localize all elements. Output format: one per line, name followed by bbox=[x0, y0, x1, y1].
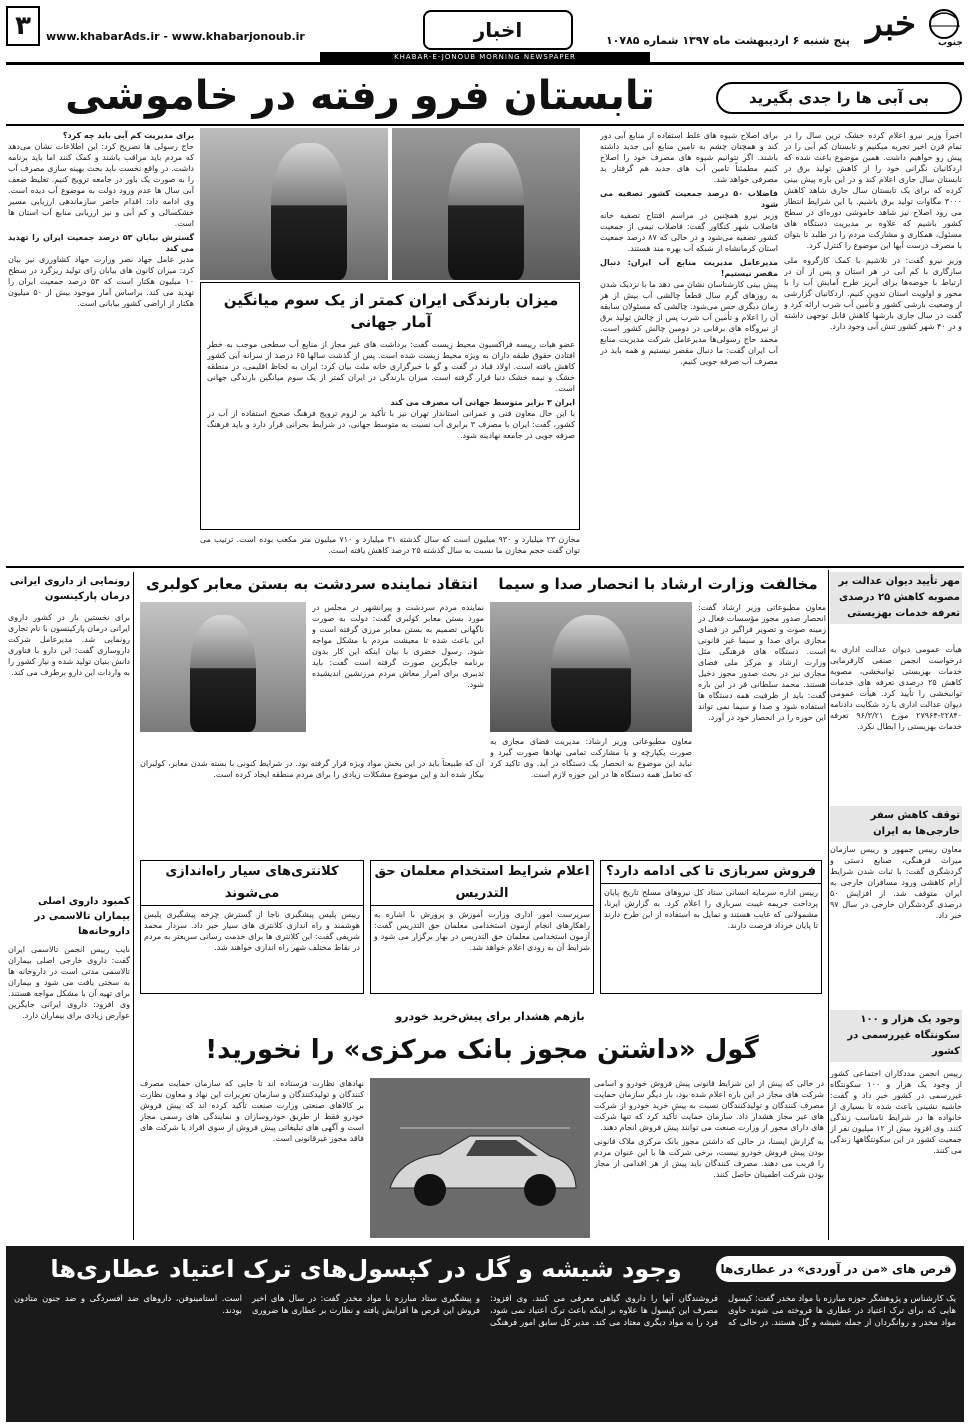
inset-story-box bbox=[200, 282, 580, 530]
box-military-text: رییس اداره سرمایه انسانی ستاد کل نیروهای مسلح تاریخ پایان پرداخت جریمه غیبت سربازی را اعلام کرد. به گزارش ایرنا، مشمولانی که غایب هستند و تمایل به استفاده از این طرح دارند تا پایان خرداد فرصت دارند. bbox=[604, 888, 818, 930]
minister-photo bbox=[392, 128, 580, 280]
official-photo bbox=[200, 128, 388, 280]
car-kicker: بازهم هشدار برای پیش‌خرید خودرو bbox=[395, 1010, 585, 1023]
main-col2-sub1: فاضلاب ۵۰ درصد جمعیت کشور تصفیه می شود bbox=[600, 189, 778, 209]
main-headline-row bbox=[0, 68, 970, 124]
ershad-deputy-photo bbox=[490, 602, 692, 732]
box-teachers-text: سرپرست امور اداری وزارت آموزش و پرورش با اشاره به راهکارهای انجام آزمون استخدامی معلمان حق التدریس گفت: آزمون استخدامی معلمان حق التدریس در بهار برگزار می شود و شرایط آن به زودی اعلام خواهد شد. bbox=[374, 910, 590, 952]
car-photo bbox=[370, 1078, 590, 1238]
story-sardasht bbox=[140, 572, 484, 834]
logo-subtitle: جنوب bbox=[938, 38, 963, 48]
thalassemia-title: کمبود داروی اصلی بیماران تالاسمی در داروخانه‌ها bbox=[34, 896, 130, 937]
box-teachers-headline: اعلام شرایط استخدام معلمان حق التدریس bbox=[371, 861, 593, 906]
main-col2-text-b: وزیر نیرو همچنین در مراسم افتتاح تصفیه خانه فاضلاب شهر کنگاور گفت: فاضلاب نیمی از جمعیت کشور تصفیه می‌شود و در حالی که ۸۷ درصد جمعیت استان کرمانشاه از شبکه آب بهره مند هستند. bbox=[600, 211, 778, 253]
news-sidebar bbox=[828, 570, 964, 1240]
masthead-rule bbox=[6, 62, 964, 65]
car-text3: نهادهای نظارت فرستاده اند تا جایی که سازمان حمایت مصرف کنندگان و تولیدکنندگان و سازمان تعزیرات این نهاد و معاون نظارت بر کالاهای صنعتی وزارت صنعت تأکید کرده اند که پیش فروش خودرو فقط از طریق خودروسازان و نمایندگی های رسمی مجاز است و آگهی های تبلیغاتی پیش فروش از سوی افراد یا شرکت های فاقد مجوز غیرقانونی است. bbox=[140, 1079, 364, 1143]
right-col-text: حاج رسولی ها تصریح کرد: این اطلاعات نشان می‌دهد که مردم باید مراقب باشند و کمک کنند اما باید برنامه داشت. در واقع نخست باید بحث بهینه سازی مصرف آب را به صورت یک باور در جامعه ترویج کنیم. تغلیظ ضعف آبی سال ها عدم ورود دولت به موضوع آب دیده است. وی ادامه داد: اقدام حاضر سازماندهی ارزیابی مسیر خشکسالی و کم آبی و نیز ارزیابی منابع آب استان ها است. bbox=[8, 142, 194, 228]
right-col-sub: برای مدیریت کم آبی باید چه کرد؟ bbox=[62, 131, 194, 140]
inset-body bbox=[207, 339, 575, 525]
car-text1-p1: در حالی که پیش از این شرایط قانونی پیش فروش خودرو و اسامی شرکت های مجاز در این باره اعلام شده بود، بار دیگر سازمان حمایت مصرف کنندگان و تولیدکنندگان نسبت به پیش خرید خودرو از شرکت های غیر مجاز هشدار داد. سازمان حمایت تأکید کرد که تنها شرکت های دارای مجوز از وزارت صنعت می توانند پیش فروش انجام دهند. bbox=[594, 1079, 824, 1132]
story-ershad-text: معاون مطبوعاتی وزیر ارشاد گفت: انحصار صدور مجوز مؤسسات فعال در زمینه صوت و تصویر فراگیر در فضای مجازی برای صدا و سیما غیر قانونی است. دستگاه های فرهنگی مثل وزارت ارشاد و مرکز ملی فضای مجازی نیز در بحث صدور مجوز دخیل هستند. محمد سلطانی فر در این باره گفت: باید از ظرفیت همه دستگاه ها استفاده شود و صدا و سیما نمی تواند این حوزه را در انحصار خود در آورد. bbox=[698, 603, 826, 722]
story-sardasht-text: نماینده مردم سردشت و پیرانشهر در مجلس در مورد بستن معابر کولبری گفت: دولت به صورت ناگهانی تصمیم به بستن معابر مرزی گرفته است و این باعث شده تا معیشت مردم با مشکل مواجه شود. رسول خضری با بیان اینکه این کار بدون برنامه جایگزین صورت گرفته است گفت: باید تدبیری برای امرار معاش مردم مرزنشین اندیشیده شود. bbox=[312, 603, 484, 689]
box-police-headline: کلانتری‌های سیار راه‌اندازی می‌شوند bbox=[141, 861, 363, 906]
inset-text2: با این حال معاون فنی و عمرانی استاندار تهران نیز با تأکید بر لزوم ترویج فرهنگ صحیح استفاده از آب در کشور، گفت: ایران با مصرف ۳ برابری آب نسبت به متوسط جهانی، در شرایط بحرانی قرار دارد و باید فرهنگ صرفه جویی در جامعه نهادینه شود. bbox=[207, 409, 575, 440]
main-story-col1 bbox=[784, 130, 962, 560]
box-mobile-police bbox=[140, 860, 364, 994]
story-sardasht-headline: انتقاد نماینده سردشت به بستن معابر کولبری bbox=[146, 575, 478, 593]
main-headline: تابستان فرو رفته در خاموشی bbox=[65, 73, 655, 119]
logo-text: خبر bbox=[866, 4, 917, 44]
main-col1-text-b: وزیر نیرو گفت: در تلاشیم با کمک کارگروه ملی سازگاری با کم آبی در هر استان و پس از آن در ارتباط با حوضه‌ها برای آبریز طرح آمایش آب را با محور و اولویت استان تدوین کنیم. اردکانیان گزارشی از وضعیت بارشی کشور و تأمین آب شرب ارائه کرد و گفت در سال جاری بارشها کاهش قابل توجهی داشته و در ۴۰ شهر کشور تنش آبی وجود دارد. bbox=[784, 256, 962, 331]
bottom-kicker: قرص های «من در آوردی» در عطاری‌ها bbox=[720, 1262, 952, 1276]
sidebar-item2-text: معاون رییس جمهور و رییس سازمان میراث فرهنگی، صنایع دستی و گردشگری گفت: با ثبات شدن شرایط آرام کاهشی ورود مسافران خارجی به ایران متوقف شد. از افزایش ۵۰ درصدی گردشگران خارجی در سال ۹۷ خبر داد. bbox=[830, 845, 962, 920]
section-title: اخبار bbox=[473, 18, 523, 42]
sidebar-item1-text: هیأت عمومی دیوان عدالت اداری به درخواست انجمن صنفی کارفرمایی خدمات بهزیستی توانبخشی، مصوبه کاهش ۲۵ درصدی تعرفه های خدمات توانبخشی را تأیید کرد. هیأت عمومی دیوان عدالت اداری با رد شکایت دادنامه ۲۲۸۴۰-۲۷۹۶۴ مورخ ۹۶/۳/۲۱ تعرفه خدمات بهزیستی را ابطال نکرد. bbox=[830, 645, 962, 731]
box-military-service bbox=[600, 860, 822, 994]
parkinson-text: برای نخستین بار در کشور داروی ایرانی درمان پارکینسون با نام تجاری رونمایی شد. مدیرعامل شرکت داروسازی گفت: این دارو با فناوری دانش بنیان تولید شده و نیاز کشور را به واردات این دارو برطرف می کند. bbox=[8, 613, 130, 677]
bottom-text: یک کارشناس و پژوهشگر حوزه مبارزه با مواد مخدر گفت: کپسول هایی که برای ترک اعتیاد در عطاری ها فروخته می شوند حاوی مواد مخدر و روانگردان از جمله شیشه و گل هستند. در حالی که فروشندگان آنها را داروی گیاهی معرفی می کنند. وی افزود: مصرف این کپسول ها علاوه بر اینکه باعث ترک اعتیاد نمی شود، فرد را به مواد دیگری معتاد می کند. مدیر کل سابق امور فرهنگی و پیشگیری ستاد مبارزه با مواد مخدر گفت: در سال های اخیر فروش این قرص ها افزایش یافته و نظارت بر عطاری ها ضروری است. استامینوفن، داروهای ضد افسردگی و ضد جنون متادون بودند. bbox=[14, 1293, 956, 1327]
parkinson-title: رونمایی از داروی ایرانی درمان پارکینسون bbox=[9, 576, 130, 602]
date-line: پنج شنبه ۶ اردیبهشت ماه ۱۳۹۷ شماره ۱۰۷۸۵ bbox=[605, 34, 850, 47]
inset-footer-text: مخازن ۲۳ میلیارد و ۹۳۰ میلیون است که سال گذشته ۳۱ میلیارد و ۷۱۰ میلیون متر مکعب بوده است. ترتیب می توان گفت حجم مخازن ما نسبت به سال گذشته ۲۵ درصد کاهش یافته است. bbox=[200, 535, 580, 555]
bottom-kicker-box bbox=[716, 1256, 956, 1282]
main-col2-text-c: پیش بینی کارشناسان نشان می دهد ما با نزدیک شدن به روزهای گرم سال قطعاً چالشی آب بیش از هر زمان دیگری حس می‌شود. چالشی که مسئولان سابقه آن را اعلام و تأمین آب شرب پس از چالش تولید برق از نیروگاه های برقابی در دومین چالش کشور است. محمد حاج رسولی‌ها مدیرعامل شرکت مدیریت منابع آب ایران گفت: ما دنبال مقصر نیستیم و همه باید در مصرف آب صرفه جویی کنیم. bbox=[600, 280, 778, 366]
logo bbox=[860, 2, 964, 52]
right-col-text2: مدیر عامل جهاد نصر وزارت جهاد کشاورزی نیز بیان کرد: میزان کانون های بیابان زای تولید ریزگرد در سطح ۱۰ میلیون هکتار است که ۵۳ درصد جمعیت ایران را تهدید می کند. براساس آمار موجود بیش از ۵۰ میلیون هکتار از اراضی کشور بیابانی است. bbox=[8, 255, 194, 308]
box-teachers bbox=[370, 860, 594, 994]
sidebar-item2-title: توقف کاهش سفر خارجی‌ها به ایران bbox=[830, 806, 962, 842]
main-story-col2 bbox=[600, 130, 778, 560]
inset-headline: میزان بارندگی ایران کمتر از یک سوم میانگین آمار جهانی bbox=[223, 291, 559, 331]
bottom-headline: وجود شیشه و گل در کپسول‌های ترک اعتیاد عطاری‌ها bbox=[50, 1255, 682, 1283]
headline-rule bbox=[6, 124, 964, 126]
websites: www.khabarAds.ir - www.khabarjonoub.ir bbox=[46, 30, 305, 43]
car-text1-p2: به گزارش ایسنا، در حالی که داشتن مجوز بانک مرکزی ملاک قانونی بودن پیش فروش خودرو نیست، برخی شرکت ها با این عنوان مردم را فریب می دهند. مصرف کنندگان باید پیش از هر اقدامی از مجاز بودن شرکت اطمینان حاصل کنند. bbox=[594, 1137, 824, 1179]
main-kicker-box bbox=[716, 82, 962, 114]
sardasht-mp-photo bbox=[140, 602, 306, 732]
section-rule-1 bbox=[6, 566, 964, 568]
story-ershad-headline: مخالفت وزارت ارشاد با انحصار صدا و سیما bbox=[498, 575, 818, 593]
story-ershad-text2: معاون مطبوعاتی وزیر ارشاد: مدیریت فضای مجازی به صورت یکپارچه و با مشارکت تمامی نهادها صورت گیرد و نباید این موضوع به انحصار یک دستگاه در آید. وی تاکید کرد که تعامل همه دستگاه ها در این حوزه لازم است. bbox=[490, 737, 692, 779]
inset-text: عضو هیات رییسه فراکسیون محیط زیست گفت: برداشت های غیر مجاز از منابع آب سطحی موجب به خطر افتادن حقوق طبقه داران به ویژه محیط زیست شده است. پس از گذشت سالها ۶۵ درصد از سرانه آبی کشور کاهش یافته است. اولاد قباد در گفت و گو با خبرگزاری خانه ملت بیان کرد: ایران به لحاظ اقلیمی، در منطقه خشک و نیمه خشک دنیا قرار گرفته است. میزان بارندگی در ایران کمتر از یک سوم میانگین بارندگی جهانی است. bbox=[207, 340, 575, 393]
page-number-box bbox=[6, 6, 40, 46]
page-number: ۳ bbox=[15, 11, 31, 41]
main-col2-text: برای اصلاح شیوه های غلط استفاده از منابع آبی دور کند و همچنان چشم به تامین منابع آبی جدید داشته باشند. اگر نتوانیم شیوه های مصرف خود را اصلاح کنیم مطمئناً تامین آب های جدید هم گرفتار بد مصرفی خواهد شد. bbox=[600, 131, 778, 184]
section-title-box bbox=[423, 10, 573, 50]
main-story-col3 bbox=[8, 130, 194, 570]
story-ershad bbox=[490, 572, 826, 834]
sidebar-item3-title: وجود یک هزار و ۱۰۰ سکونتگاه غیررسمی در کشور bbox=[830, 1010, 962, 1062]
main-kicker: بی آبی ها را جدی بگیرید bbox=[749, 89, 930, 107]
sidebar-item1-title: مهر تأیید دیوان عدالت بر مصوبه کاهش ۲۵ درصدی تعرفه خدمات بهزیستی bbox=[830, 572, 962, 624]
sidebar-item3-text: رییس انجمن مددکاران اجتماعی کشور از وجود یک هزار و ۱۰۰ سکونتگاه غیررسمی در کشور خبر داد و گفت: حاشیه نشینی باعث شده تا بسیاری از خانواده ها در شرایط نامناسب زندگی کنند. وی افزود بیش از ۱۲ میلیون نفر از جمعیت کشور در این سکونتگاهها زندگی می کنند. bbox=[830, 1069, 962, 1155]
box-police-text: رییس پلیس پیشگیری ناجا از گسترش چرخه پیشگیری پلیس هوشمند و راه اندازی کلانتری های سیار خبر داد. سردار محمد شریفی گفت: این کلانتری ها برای خدمت رسانی سریعتر به مردم در نقاط مختلف شهر راه اندازی خواهند شد. bbox=[144, 910, 360, 952]
inset-sub: ایران ۳ برابر متوسط جهانی آب مصرف می کند bbox=[390, 398, 575, 407]
main-col1-text: اخیراً وزیر نیرو اعلام کرده خشک ترین سال را در تمام قرن اخیر تجربه میکنیم و تابستان کم آبی را در پیش رو خواهیم داشت. همین موضوع باعث شده که اردکانیان نگرانی خود را از کاهش تولید برق در تابستان سال جاری اعلام کند و در این باره پیش بینی کرده که برای یک تابستان سال جاری شاهد کاهش ۳۰۰۰ مگاوات تولید برق باشیم. با این شرایط انتظار می رود اصلاح نیز شاهد خاموشی دوره‌ای در سطح کشور باشیم که علاوه بر مدیریت دستگاه های مسئول، همکاری و مشارکت مردم را در طلبد تا بتوان با مصرف درست آبها این موضوع را کنترل کرد. bbox=[784, 131, 962, 250]
masthead bbox=[0, 0, 970, 62]
car-headline: گول «داشتن مجوز بانک مرکزی» را نخورید! bbox=[205, 1035, 759, 1065]
box-military-headline: فروش سربازی تا کی ادامه دارد؟ bbox=[601, 861, 821, 884]
story-sardasht-text2: آن که طبیعتاً باید در این بخش مواد ویژه قرار گرفته بود. در شرایط کنونی با بسته شدن معابر، کولبران بیکار شده اند و این موضوع مشکلات زیادی را برای مردم منطقه ایجاد کرده است. bbox=[140, 759, 484, 779]
english-name-bar bbox=[320, 52, 650, 62]
english-paper-name: KHABAR-E-JONOUB MORNING NEWSPAPER bbox=[394, 53, 576, 61]
main-col2-sub2: مدیرعامل مدیریت منابع آب ایران: دنبال مقصر نیستیم! bbox=[600, 258, 778, 278]
car-story bbox=[140, 1000, 824, 1240]
thalassemia-text: نایب رییس انجمن تالاسمی ایران گفت: داروی خارجی اصلی بیماران تالاسمی مدتی است در داروخانه ها به سختی یافت می شود و بیماران برای تهیه آن با مشکل مواجه هستند. وی افزود: داروی ایرانی جایگزین عوارض زیادی برای بیماران دارد. bbox=[8, 945, 130, 1020]
bottom-story bbox=[6, 1246, 964, 1422]
left-narrow-column bbox=[6, 572, 134, 1240]
car-icon bbox=[370, 1078, 590, 1238]
car-text1 bbox=[594, 1078, 824, 1238]
right-col-sub2: گسترش بیابان ۵۳ درصد جمعیت ایران را تهدید می کند bbox=[8, 233, 194, 253]
